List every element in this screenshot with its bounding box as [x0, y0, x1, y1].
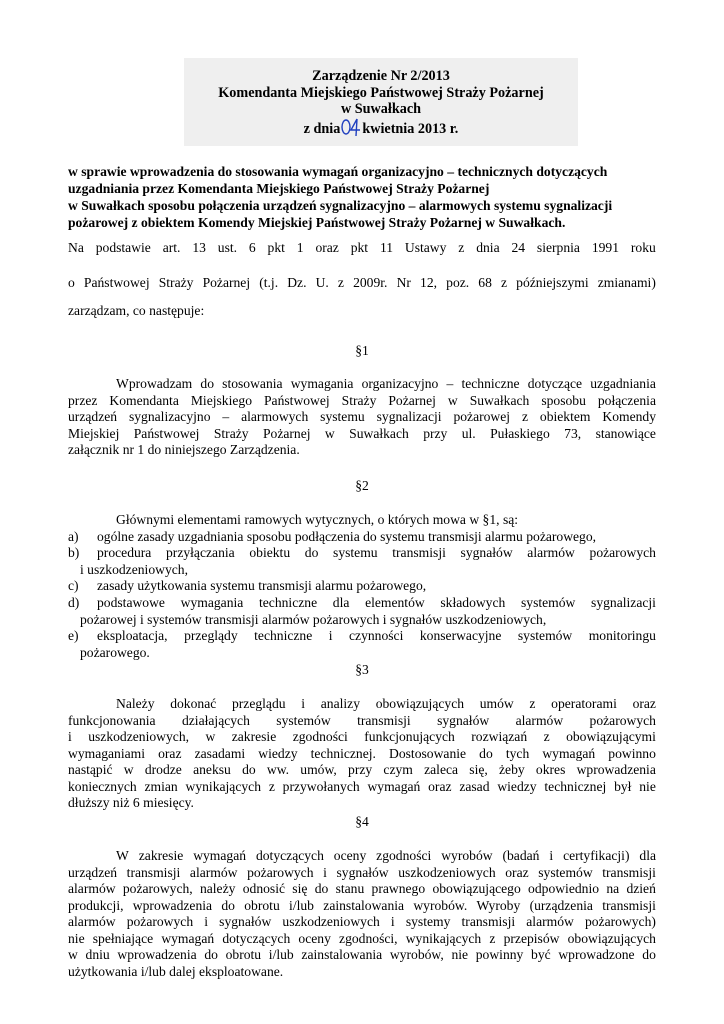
word: sierpnia: [536, 240, 580, 255]
word: o: [68, 275, 75, 290]
word: transmisji: [357, 712, 411, 728]
word: dla: [332, 595, 350, 610]
word: z: [500, 275, 508, 290]
word: i: [204, 914, 209, 929]
word: wyrobów.: [413, 897, 468, 913]
word: oraz: [632, 696, 656, 711]
list-item: c) zasady użytkowania systemu transmisji alarmu pożarowego,: [68, 578, 427, 593]
word: zakresie: [231, 729, 277, 744]
word: techniczne: [258, 595, 318, 610]
word: w: [205, 729, 216, 744]
word: (t.j.: [259, 275, 279, 290]
word: alarmów: [189, 864, 238, 880]
word: przez: [68, 392, 98, 408]
word: wymagań: [161, 930, 215, 946]
word: funkcjonujących: [364, 729, 455, 744]
word: drodze: [144, 762, 182, 777]
word: aneksu: [193, 762, 231, 777]
word: dla: [639, 848, 656, 863]
word: stosowania: [222, 376, 283, 391]
word: systemów: [538, 864, 593, 880]
word: z: [489, 930, 496, 946]
word: Pożarnej: [262, 425, 311, 441]
word: wyrobów,: [389, 947, 444, 962]
word: pożarowej: [453, 409, 511, 424]
word: nie: [451, 947, 469, 962]
word: wynikających: [185, 778, 262, 794]
word: Pożarnej: [202, 275, 251, 290]
word: do: [642, 947, 656, 962]
word: powinny: [475, 947, 524, 962]
word: zainstalowania: [323, 897, 405, 913]
word: –: [222, 409, 230, 424]
word: i: [390, 914, 395, 929]
subject-line: pożarowej z obiektem Komendy Miejskiej Państwowej Straży Pożarnej w Suwałkach.: [68, 215, 566, 230]
preamble-line: [68, 275, 656, 291]
word: Państwowej: [83, 275, 150, 290]
list-item: a) ogólne zasady uzgadniania sposobu podłączenia do systemu transmisji alarmu pożarowego,: [68, 529, 597, 544]
list-item: e) eksploatacja, przeglądy techniczne i czynności konserwacyjne systemów monitoringu pożarowego.: [68, 628, 656, 660]
word: w: [123, 762, 134, 777]
word: Należy: [116, 696, 155, 711]
word: składowych: [440, 595, 506, 610]
word: i/lub: [268, 947, 294, 962]
word: przepisów: [503, 930, 560, 946]
word: uzgadniania: [590, 376, 656, 391]
word: W: [116, 848, 129, 863]
word: wymagania: [290, 376, 354, 391]
word: Nr: [396, 275, 411, 290]
word: zasadami: [194, 745, 246, 761]
word: wiedzy: [258, 745, 298, 761]
word: uszkodzeniowych: [282, 914, 380, 929]
word: czym: [383, 762, 413, 777]
word: koniecznych: [68, 778, 137, 794]
word: Miejskiej: [68, 425, 120, 441]
word: analizy: [320, 696, 360, 711]
section-3-text: Należy dokonać przeglądu i analizy obowiązujących umów z operatorami oraz funkcjonowania działających systemów transmisji sygnałów alarmów pożarowych i uszkodzeniowych, w zakresie zgodności funkcjonujących rozwiązań z obowiązującymi wymaganiami oraz zasadami wiedzy technicznej. Dostosowanie do tych wymagań powinno nastąpić w drodze aneksu do ww. umów, przy czym zaleca się, żeby okres wprowadzenia koniecznych zmian wynikających z przywołanych wymagań oraz zasad wiedzy technicznej był nie dłuższy niż 6 miesięcy.: [68, 696, 656, 810]
word: w: [324, 425, 335, 441]
word: dniu: [85, 947, 110, 962]
word: poz.: [446, 275, 470, 290]
section-1-heading: §1: [355, 343, 369, 358]
word: U.: [315, 275, 329, 290]
preamble-line: zarządzam, co następuje:: [68, 303, 205, 318]
word: urządzeń: [68, 864, 118, 880]
word: do: [242, 762, 256, 777]
word: zgodności: [376, 848, 432, 863]
word: 1: [296, 240, 304, 255]
word: do: [304, 545, 319, 560]
word: 12,: [420, 275, 438, 290]
word: oceny: [298, 930, 331, 946]
word: urządzeń: [68, 409, 118, 424]
word: z: [458, 240, 465, 255]
word: Miejskiego: [190, 392, 253, 408]
word: zainstalowania: [301, 947, 383, 962]
word: obowiązujących: [375, 696, 465, 711]
word: na: [606, 881, 620, 896]
word: do: [200, 376, 214, 391]
word: odnosić: [242, 881, 286, 896]
word: techniczne: [254, 628, 313, 643]
word: przeglądy: [184, 628, 238, 643]
title-box: [184, 58, 578, 146]
word: odpowiednio: [528, 881, 600, 896]
word: wynikających: [405, 930, 482, 946]
word: w: [68, 947, 78, 962]
word: działających: [181, 712, 250, 728]
word: Państwowej: [263, 392, 330, 408]
subject-line: w sprawie wprowadzenia do stosowania wymagań organizacyjno – technicznych dotyczących: [68, 164, 608, 179]
word: nie: [68, 930, 85, 946]
word: z: [268, 778, 275, 794]
word: transmisji: [602, 864, 656, 880]
word: alarmów: [68, 881, 116, 896]
date-suffix: kwietnia 2013 r.: [362, 120, 459, 137]
word: oraz: [158, 745, 182, 761]
word: 68: [478, 275, 492, 290]
word: transmisji: [461, 914, 516, 929]
word: wyrobów: [441, 848, 493, 863]
word: monitoringu: [588, 628, 656, 643]
word: połączenia: [597, 392, 656, 408]
word: konserwacyjne: [419, 628, 502, 643]
word: obiektu: [249, 545, 291, 560]
word: czynności: [349, 628, 404, 643]
word: Komendanta: [109, 392, 179, 408]
section-1-text: Wprowadzam do stosowania wymagania organizacyjno – techniczne dotyczące uzgadniania przez Komendanta Miejskiego Państwowej Straży Pożarnej w Suwałkach sposobu połączenia urządzeń sygnalizacyjno – alarmowych systemu sygnalizacji pożarowej z obiektem Komendy Miejskiej Państwowej Straży Pożarnej w Suwałkach przy ul. Pułaskiego 73, stanowiące załącznik nr 1 do niniejszego Zarządzenia.: [68, 376, 656, 457]
word: przy: [348, 762, 373, 777]
word: oraz: [505, 864, 529, 880]
word: do: [479, 745, 493, 761]
word: zgodności: [292, 729, 348, 744]
word: spełniające: [92, 930, 154, 946]
word: Wprowadzam: [116, 376, 193, 391]
word: przeglądu: [231, 696, 286, 711]
word: Straży: [213, 425, 249, 441]
subject-block: [68, 163, 658, 231]
word: przywołanych: [282, 778, 360, 794]
word: zasad: [459, 778, 490, 794]
word: ust.: [217, 240, 238, 255]
word: pożarowych: [589, 712, 656, 728]
word: z: [521, 409, 528, 424]
section-4-text: W zakresie wymagań dotyczących oceny zgodności wyrobów (badań i certyfikacji) dla urządzeń transmisji alarmów pożarowych i sygnałów uszkodzeniowych oraz systemów transmisji alarmów pożarowych, należy odnosić się do stanu prawnego obowiązującego odpowiednio na dzień produkcji, wprowadzenia do obrotu i/lub zainstalowania wyrobów. Wyroby (urządzenia transmisji alarmów pożarowych i sygnałów uszkodzeniowych i systemy transmisji alarmów pożarowych) nie spełniające wymagań dotyczących oceny zgodności, wynikających z przepisów obowiązujących w dniu wprowadzenia do obrotu i/lub zainstalowania wyrobów, nie powinny być wprowadzone do użytkowania i/lub dalej eksploatowane.: [68, 848, 656, 979]
word: zmian: [144, 778, 178, 794]
word: obowiązujących: [567, 930, 656, 946]
word: zgodności,: [339, 930, 398, 946]
word: dnia: [476, 240, 500, 255]
word: stanu: [335, 881, 365, 896]
word: przyłączania: [166, 545, 235, 560]
word: wymagania: [180, 595, 244, 610]
word: 2009r.: [353, 275, 388, 290]
word: pożarowych: [589, 545, 656, 560]
word: okres: [535, 762, 566, 777]
word: podstawie: [95, 240, 151, 255]
word: oraz: [428, 778, 452, 794]
word: sygnałów: [437, 712, 490, 728]
title-line-4: [184, 118, 578, 138]
word: sygnałów: [460, 545, 513, 560]
word: powinno: [608, 745, 656, 761]
word: organizacyjno: [361, 376, 439, 391]
word: należy: [199, 881, 236, 896]
word: wymaganiami: [68, 745, 146, 761]
word: dzień: [626, 881, 656, 896]
word: pożarowych,: [122, 881, 193, 896]
word: się,: [469, 762, 488, 777]
word: i: [549, 848, 554, 863]
word: podstawowe: [97, 595, 165, 610]
word: pożarowych: [247, 864, 314, 880]
word: 1991: [591, 240, 620, 255]
word: pkt: [267, 240, 285, 255]
word: alarmów: [68, 914, 116, 929]
word: oceny: [333, 848, 367, 863]
word: sygnalizacji: [376, 409, 442, 424]
word: procedura: [97, 545, 152, 560]
word: tych: [505, 745, 530, 761]
word: i: [323, 864, 327, 880]
word: obrotu: [225, 947, 262, 962]
word: certyfikacji): [563, 848, 630, 863]
handwritten-day: [340, 118, 362, 136]
word: elementów: [365, 595, 425, 610]
word: późniejszymi: [516, 275, 589, 290]
word: alarmowych: [241, 409, 309, 424]
word: Dz.: [287, 275, 307, 290]
date-prefix: z dnia: [303, 120, 341, 137]
word: 13: [192, 240, 206, 255]
word: być: [531, 947, 551, 962]
word: stanowiące: [595, 425, 656, 441]
word: (badań: [502, 848, 540, 863]
word: systemów: [520, 595, 576, 610]
word: był: [614, 778, 632, 794]
title-line-1: Zarządzenie Nr 2/2013: [312, 68, 450, 84]
word: sygnałów: [336, 864, 389, 880]
word: sygnalizacyjno: [128, 409, 211, 424]
word: Wyroby: [476, 897, 521, 913]
word: obiektem: [539, 409, 591, 424]
word: wprowadzenia: [132, 897, 213, 913]
word: wiedzy: [497, 778, 537, 794]
word: żeby: [499, 762, 525, 777]
word: umów,: [300, 762, 337, 777]
word: i: [328, 628, 333, 643]
word: transmisji: [392, 545, 446, 560]
word: alarmów: [526, 914, 574, 929]
word: i: [301, 696, 306, 711]
word: systemów: [276, 712, 331, 728]
word: Straży: [158, 275, 194, 290]
section-4-heading: §4: [355, 814, 369, 829]
word: wymagań: [193, 848, 247, 863]
word: w: [447, 392, 458, 408]
word: Państwowej: [133, 425, 200, 441]
word: do: [204, 947, 218, 962]
word: nastąpić: [68, 762, 113, 777]
word: transmisji: [602, 897, 656, 913]
list-item: b) procedura przyłączania obiektu do systemu transmisji sygnałów alarmów pożarowych i uszkodzeniowych,: [68, 545, 656, 577]
word: Straży: [341, 392, 377, 408]
word: 11: [379, 240, 394, 255]
word: pożarowych): [584, 914, 656, 929]
word: Suwałkach: [349, 425, 409, 441]
word: sygnałów: [219, 914, 272, 929]
word: dotyczących: [222, 930, 291, 946]
word: i: [68, 729, 72, 744]
word: Dostosowanie: [389, 745, 467, 761]
section-2-intro: Głównymi elementami ramowych wytycznych, o których mowa w §1, są:: [116, 512, 519, 527]
word: systemu: [333, 545, 378, 560]
word: uszkodzeniowych,: [88, 729, 190, 744]
word: systemy: [405, 914, 451, 929]
word: rozwiązań: [471, 729, 528, 744]
word: do: [314, 881, 329, 896]
word: alarmów: [527, 545, 575, 560]
word: się: [292, 881, 308, 896]
word: 24: [511, 240, 526, 255]
word: Ustawy: [404, 240, 447, 255]
word: nie: [639, 778, 656, 794]
word: Komendy: [602, 409, 656, 424]
word: z: [543, 729, 550, 744]
word: pkt: [350, 240, 369, 255]
word: sposobu: [541, 392, 586, 408]
word: pożarowych: [126, 914, 194, 929]
word: umów: [479, 696, 514, 711]
word: 6: [248, 240, 256, 255]
word: ww.: [266, 762, 290, 777]
word: dotyczących: [255, 848, 324, 863]
word: prawnego: [371, 881, 426, 896]
word: wymagań: [367, 778, 421, 794]
word: zaleca: [424, 762, 459, 777]
word: produkcji,: [68, 897, 124, 913]
word: przy: [423, 425, 448, 441]
list-item: d) podstawowe wymagania techniczne dla elementów składowych systemów sygnalizacji pożarowej i systemów transmisji alarmów pożarowych i sygnałów uszkodzeniowych,: [68, 595, 656, 627]
word: uszkodzeniowych: [398, 864, 496, 880]
word: –: [446, 376, 454, 391]
word: wprowadzenia: [576, 762, 656, 777]
word: z: [337, 275, 344, 290]
word: dotyczące: [527, 376, 583, 391]
word: art.: [162, 240, 181, 255]
word: techniczne: [461, 376, 520, 391]
word: wymagań: [542, 745, 596, 761]
word: Pożarnej: [388, 392, 436, 408]
word: obowiązującego: [432, 881, 521, 896]
word: Suwałkach: [469, 392, 530, 408]
word: Na: [68, 240, 84, 255]
word: systemów: [517, 628, 573, 643]
word: 73,: [564, 425, 582, 441]
word: zmianami): [597, 275, 656, 290]
word: oraz: [315, 240, 339, 255]
word: eksploatacja,: [97, 628, 168, 643]
word: technicznej: [544, 778, 607, 794]
word: z: [529, 696, 536, 711]
title-line-3: w Suwałkach: [340, 101, 422, 117]
word: wprowadzenia: [117, 947, 197, 962]
word: alarmów: [515, 712, 564, 728]
word: technicznej.: [310, 745, 376, 761]
word: dokonać: [170, 696, 217, 711]
preamble-line: [68, 240, 656, 256]
section-3-heading: §3: [355, 662, 369, 677]
word: ul.: [461, 425, 476, 441]
word: sygnalizacji: [591, 595, 656, 610]
subject-line: w Suwałkach sposobu połączenia urządzeń sygnalizacyjno – alarmowych systemu sygnalizacji: [68, 198, 613, 213]
word: operatorami: [551, 696, 617, 711]
word: zakresie: [138, 848, 184, 863]
word: i/lub: [289, 897, 314, 913]
word: obowiązującymi: [566, 729, 656, 744]
word: obrotu: [244, 897, 280, 913]
word: transmisji: [126, 864, 181, 880]
subject-line: uzgadniania przez Komendanta Miejskiego Państwowej Straży Pożarnej: [68, 181, 490, 196]
word: (urządzenia: [529, 897, 593, 913]
word: funkcjonowania: [68, 712, 156, 728]
title-line-2: Komendanta Miejskiego Państwowej Straży Pożarnej: [218, 84, 544, 101]
word: do: [221, 897, 235, 913]
word: roku: [630, 240, 656, 255]
word: wprowadzone: [558, 947, 635, 962]
word: systemu: [320, 409, 365, 424]
word: Pułaskiego: [490, 425, 550, 441]
section-2-heading: §2: [355, 478, 369, 493]
